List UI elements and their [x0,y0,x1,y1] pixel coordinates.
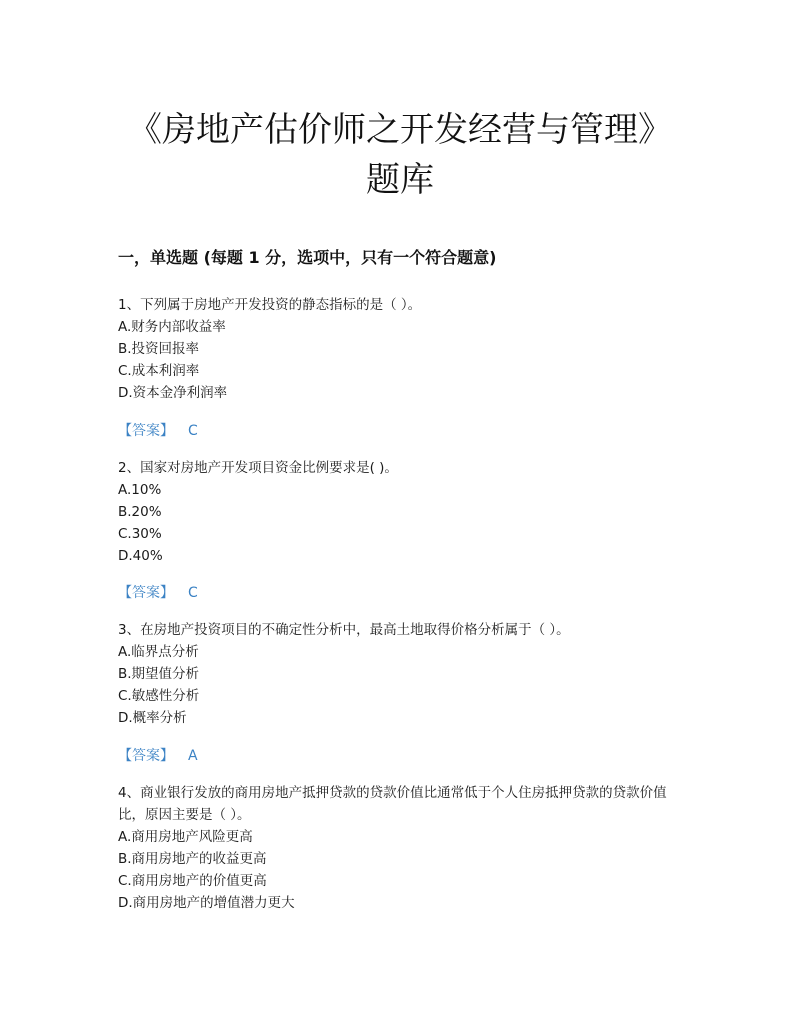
answer-letter: C [188,585,198,601]
option-d: D.概率分析 [118,710,187,726]
option-b: B.商用房地产的收益更高 [118,851,267,867]
option-c: C.商用房地产的价值更高 [118,873,267,889]
option-b: B.20% [118,504,162,520]
option-a: A.10% [118,482,162,498]
answer-2 [118,582,198,604]
question-stem: 3、在房地产投资项目的不确定性分析中，最高土地取得价格分析属于（ ）。 [118,622,570,638]
option-a: A.财务内部收益率 [118,319,226,335]
option-c: C.敏感性分析 [118,688,200,704]
document-subtitle: 题库 [366,160,434,200]
answer-label: 【答案】 [118,748,174,764]
option-b: B.投资回报率 [118,341,200,357]
question-3 [118,619,688,729]
option-d: D.40% [118,548,163,564]
option-a: A.商用房地产风险更高 [118,829,253,845]
question-2 [118,457,688,567]
answer-3 [118,745,198,767]
answer-letter: A [188,748,198,764]
question-4 [118,782,688,914]
option-d: D.商用房地产的增值潜力更大 [118,895,295,911]
section-heading: 一，单选题 (每题 1 分，选项中，只有一个符合题意) [118,248,497,267]
question-stem: 2、国家对房地产开发项目资金比例要求是( )。 [118,460,398,476]
answer-label: 【答案】 [118,423,174,439]
option-d: D.资本金净利润率 [118,385,228,401]
document-title: 《房地产估价师之开发经营与管理》 [128,110,672,150]
option-b: B.期望值分析 [118,666,200,682]
answer-1 [118,420,198,442]
option-c: C.成本利润率 [118,363,200,379]
option-c: C.30% [118,526,162,542]
question-stem: 1、下列属于房地产开发投资的静态指标的是（ ）。 [118,297,422,313]
answer-letter: C [188,423,198,439]
option-a: A.临界点分析 [118,644,199,660]
question-1 [118,294,688,404]
answer-label: 【答案】 [118,585,174,601]
question-stem: 4、商业银行发放的商用房地产抵押贷款的贷款价值比通常低于个人住房抵押贷款的贷款价值比，原因主要是（ ）。 [118,785,667,823]
